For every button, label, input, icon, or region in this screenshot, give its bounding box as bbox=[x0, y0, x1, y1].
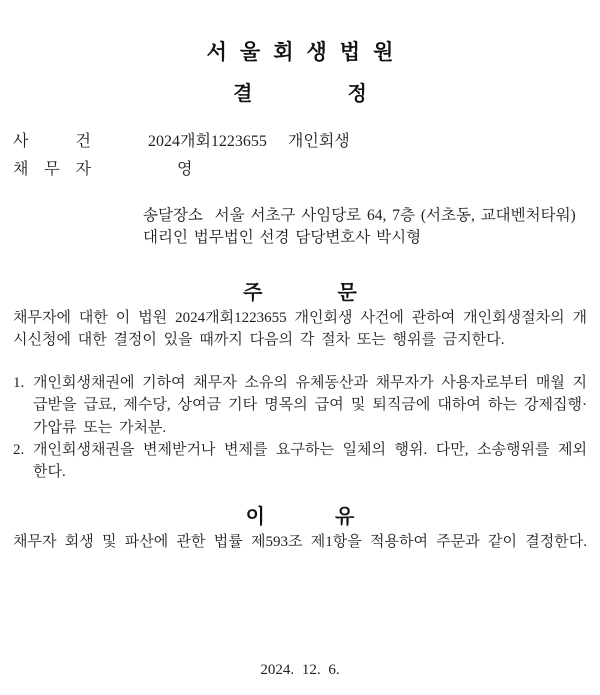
order-item-number: 2. bbox=[13, 441, 25, 458]
order-item-line: 가압류 또는 가처분. bbox=[33, 419, 167, 436]
order-intro-line: 채무자에 대한 이 법원 2024개회1223655 개인회생 사건에 관하여 개인회생절차의 개 bbox=[13, 310, 587, 326]
order-item-line: 개인회생채권을 변제받거나 변제를 요구하는 일체의 행위. 다만, 소송행위를 제외 bbox=[33, 441, 587, 458]
case-label: 사 건 bbox=[13, 133, 91, 150]
reason-heading: 이유 bbox=[245, 506, 425, 528]
order-intro-paragraph bbox=[13, 307, 587, 352]
order-heading: 주문 bbox=[243, 282, 432, 304]
case-number-value: 2024개회1223655 개인회생 bbox=[148, 133, 350, 150]
debtor-name-value: 영 bbox=[177, 161, 193, 178]
attorney-line: 대리인 법무법인 선경 담당변호사 박시형 bbox=[143, 229, 422, 246]
decision-date: 2024. 12. 6. bbox=[260, 662, 340, 678]
court-name-title: 서울회생법원 bbox=[206, 41, 407, 64]
order-item-line: 개인회생채권에 기하여 채무자 소유의 유체동산과 채무자가 사용자로부터 매월 지 bbox=[33, 375, 587, 391]
case-number-row bbox=[13, 128, 587, 148]
order-intro-line: 시신청에 대한 결정이 있을 때까지 다음의 각 절차 또는 행위를 금지한다. bbox=[13, 332, 505, 349]
order-item-number: 1. bbox=[13, 375, 25, 391]
document-type-title: 결정 bbox=[233, 83, 462, 105]
service-address-line: 송달장소 서울 서초구 사임당로 64, 7층 (서초동, 교대벤처타워) bbox=[143, 207, 576, 224]
debtor-row bbox=[13, 156, 587, 176]
order-item-line: 한다. bbox=[33, 464, 66, 481]
order-item-list bbox=[13, 372, 587, 483]
order-item-1 bbox=[13, 372, 587, 439]
order-item-line: 급받을 급료, 제수당, 상여금 기타 명목의 급여 및 퇴직금에 대하여 하는 강제집행· bbox=[33, 397, 587, 414]
order-item-2 bbox=[13, 439, 587, 484]
reason-paragraph: 채무자 회생 및 파산에 관한 법률 제593조 제1항을 적용하여 주문과 같이 결정한다. bbox=[13, 534, 587, 550]
debtor-label: 채 무 자 bbox=[13, 161, 91, 178]
